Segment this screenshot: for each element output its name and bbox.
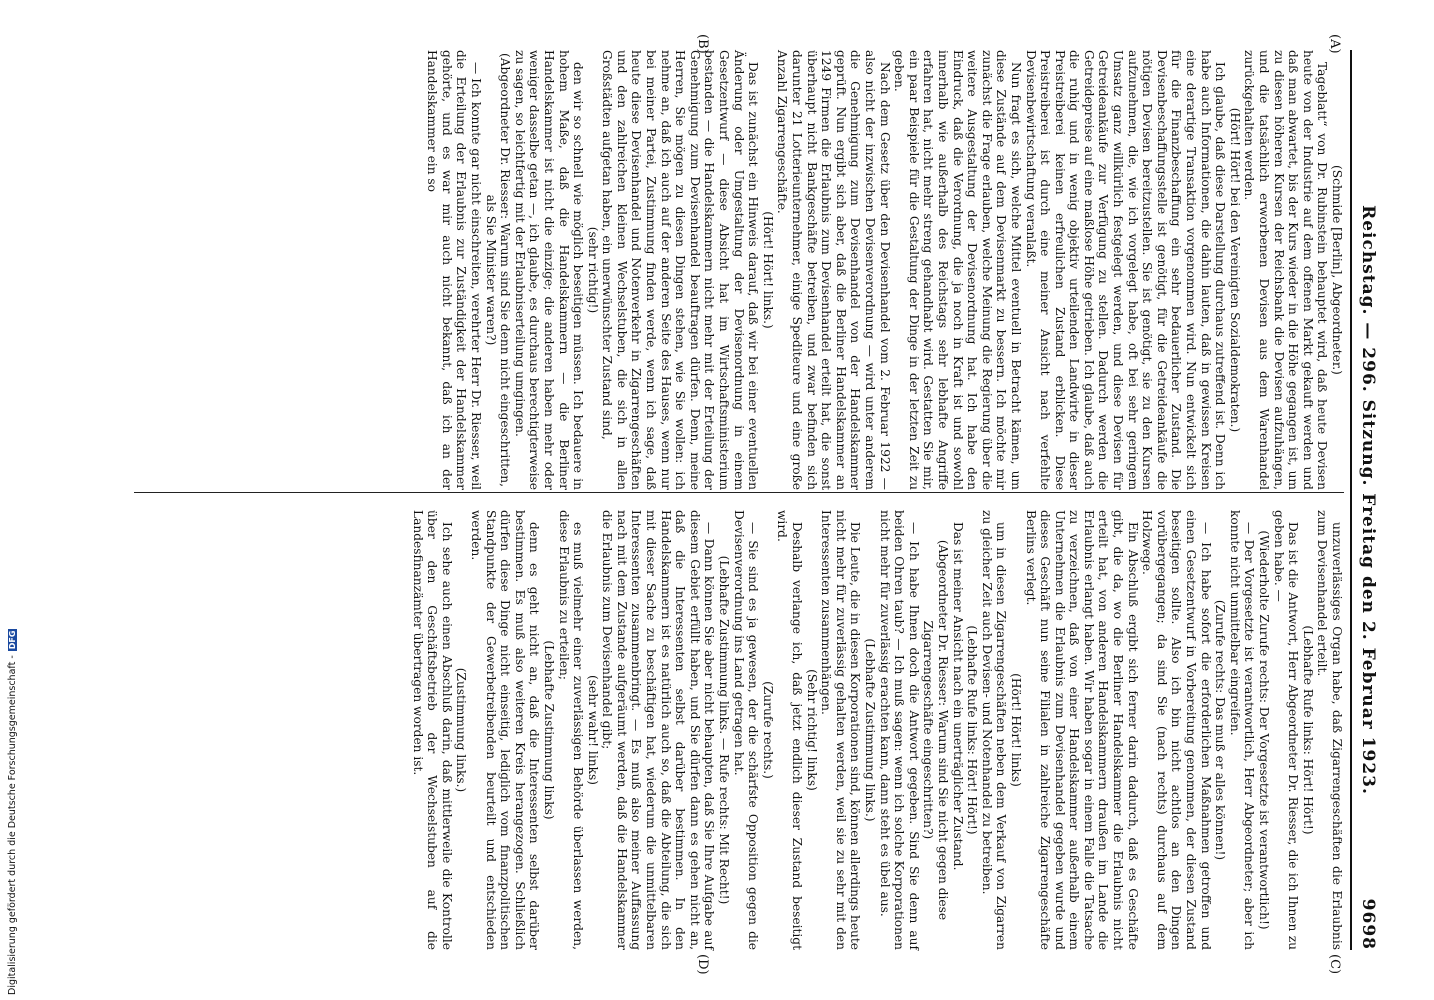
interjection: (Lebhafte Rufe links: Hört! Hört!) <box>1300 625 1315 835</box>
paragraph: um in diesen Zigarrengeschäften neben dem Verkauf von Zigarren zu gleicher Zeit auch Devisen- und Notenhandel zu betreiben. <box>979 510 1009 950</box>
rotated-document <box>90 30 1390 975</box>
paragraph: Tageblatt“ von Dr. Rubinstein behauptet wird, daß heute Devisen heute von der Industrie auf dem offenen Markt gekauft werden und daß man abwartet, bis der Kurs wieder in die Höhe gegangen ist, um zu diesen höheren Kursen der Reichsbank die Devisen aufzuhängen, und die tatsächlich erworbenen Devisen aus dem Warenhandel zurückgehalten werden. <box>1242 50 1330 490</box>
interjection: (Lebhafte Rufe links: Hört! Hört!) <box>965 625 980 835</box>
header-title: Reichstag. — 296. Sitzung. Freitag den 2. Februar 1923. <box>1358 205 1378 795</box>
margin-marker-a: (A) <box>1327 34 1342 54</box>
interjection: (Lebhafte Zustimmung links.) <box>863 638 877 822</box>
paragraph: Nach dem Gesetz über den Devisenhandel vom 2. Februar 1922 — also nicht der inzwischen Devisenverordnung — wird unter anderem die Genehmigung zum Devisenhandel von der Handelskammer geprüft. Nun ergibt sich aber, daß die Berliner Handelskammer an 1249 Firmen die Erlaubnis zum Devisenhandel erteilt hat, die sonst überhaupt nicht Bankgeschäfte betreiben, und zwar befinden sich darunter 21 Lotterieunternehmer, einige Spediteure und eine große Anzahl Zigarrengeschäfte. <box>775 50 892 490</box>
paragraph: — Ich habe sofort die erforderlichen Maßnahmen getroffen und einen Gesetzentwurf in Vorbereitung genommen, der diesen Zustand beseitigen sollte. Also ich bin nicht achtlos an den Dingen vorübergegangen; da sind Sie (nach rechts) durchaus auf dem Holzwege. <box>1140 510 1213 950</box>
interjection: (Hört! Hört! links) <box>1008 673 1023 787</box>
interjection: (Sehr richtig! links) <box>804 669 819 791</box>
interjection: (Hört! Hört! links.) <box>760 211 775 329</box>
paragraph: unzuverlässiges Organ habe, daß Zigarrengeschäften die Erlaubnis zum Devisenhandel erteilt. <box>1315 510 1344 950</box>
interjection: (Abgeordneter Dr. Riesser: Warum sind Sie nicht gegen diese Zigarrengeschäfte eingeschritten?) <box>921 539 950 921</box>
interjection: (Zustimmung links.) <box>454 667 469 793</box>
dfg-logo: DFG <box>8 630 17 650</box>
paragraph: — Der Vorgesetzte ist verantwortlich, Herr Abgeordneter; aber ich konnte nicht unmittelbar eingreifen. <box>1227 510 1257 950</box>
paragraph: es muß vielmehr einer zuverlässigen Behörde überlassen werden, diese Erlaubnis zu erteilen; <box>556 510 586 950</box>
margin-marker-c: (C) <box>1327 954 1342 975</box>
page-number: 9698 <box>1358 898 1378 950</box>
right-column <box>410 510 1344 950</box>
paragraph: — Sie sind es ja gewesen, der die schärfste Opposition gegen die Devisenverordnung ins Land getragen hat. <box>731 510 761 950</box>
margin-marker-d: (D) <box>695 954 710 975</box>
footer-strip <box>4 600 20 995</box>
interjection: (Zurufe rechts.) <box>760 681 775 779</box>
paragraph: — Ich konnte gar nicht einschreiten, verehrter Herr Dr. Riesser, weil die Erteilung der Erlaubnis zur Zuständigkeit der Handelskammer gehörte, und es war mir auch nicht bekannt, daß ich an der Handelskammer ein so <box>425 50 483 490</box>
header-rule <box>1350 50 1352 950</box>
interjection: (Zurufe rechts: Das muß er alles können!) <box>1213 599 1228 861</box>
column-divider <box>134 492 1344 493</box>
paragraph: Das ist zunächst ein Hinweis darauf, daß wir bei einer eventuellen Änderung oder Umgestaltung der Devisenordnung in einem Gesetzentwurf — diese Absicht hat im Wirtschaftsministerium bestanden — die Handelskammern nicht mehr mit der Erteilung der Genehmigung zum Devisenhandel beauftragen dürfen. Denn, meine Herren, Sie mögen zu diesen Dingen stehen, wie Sie wollen: ich nehme an, daß ich auch auf der anderen Seite des Hauses, wenn nur bei meiner Partei, Zustimmung finden werde, wenn ich sage, daß heute diese Devisenhandel und Notenverkehr in Zigarrengeschäften und den zahlreichen kleinen Wechselstuben, die sich in allen Großstädten aufgetan haben, ein unerwünschter Zustand sind, <box>600 50 761 490</box>
interjection: (Hört! Hört! bei den Vereinigten Sozialdemokraten.) <box>1227 107 1242 433</box>
paragraph: Ich sehe auch einen Abschluß darin, daß mittlerweile die Kontrolle über den Geschäftsbetrieb der Wechselstuben auf die Landesfinanzämter übertragen worden ist. <box>410 510 454 950</box>
interjection: (Wiederholte Zurufe rechts: Der Vorgesetzte ist verantwortlich!) <box>1257 530 1272 930</box>
paragraph: — Ich habe Ihnen doch die Antwort gegeben. Sind Sie denn auf beiden Ohren taub? — Ich muß sagen: wenn ich solche Korporationen nicht mehr für zuverlässig erachten kann, dann steht es übel aus. <box>877 510 921 950</box>
interjection: (Abgeordneter Dr. Riesser: Warum sind Sie denn nicht eingeschritten, als Sie Minister waren?) <box>483 52 513 488</box>
funding-notice <box>7 600 18 995</box>
paragraph: Nun fragt es sich, welche Mittel eventuell in Betracht kämen, um diese Zustände auf dem Devisenmarkt zu bessern. Ich möchte mir zunächst die Frage erlauben, welche Meinung die Regierung über die weitere Ausgestaltung der Devisenordnung hat. Ich habe den Eindruck, daß die Verordnung, die ja noch in Kraft ist und sowohl innerhalb wie außerhalb des Reichstags sehr lebhafte Angriffe erfahren hat, nicht mehr streng gehandhabt wird. Gestatten Sie mir, ein paar Beispiele für die Gestaltung der Dinge in der letzten Zeit zu geben. <box>892 50 1023 490</box>
paragraph: Ein Abschluß ergibt sich ferner darin dadurch, daß es Geschäfte gibt, die da, wo die Berliner Handelskammer die Erlaubnis nicht erteilt hat, von anderen Handelskammern draußen im Lande die Erlaubnis erlangt haben. Wir haben sogar in einem Falle die Tatsache zu verzeichnen, daß von einer Handelskammer außerhalb einem Unternehmen die Erlaubnis zum Devisenhandel gegeben wurde und dieses Geschäft nun seine Filialen in zahlreiche Zigarrengeschäfte Berlins verlegt. <box>1023 510 1140 950</box>
paragraph: Die Leute, die in diesen Korporationen sind, können allerdings heute nicht mehr für zuverlässig gehalten werden, weil sie zu sehr mit den Interessenten zusammenhängen. <box>819 510 863 950</box>
interjection: (sehr richtig!) <box>585 226 600 314</box>
interjection: (Lebhafte Zustimmung links. — Rufe rechts: Mit Recht!) <box>717 555 732 905</box>
interjection: (sehr wahr! links) <box>585 675 600 785</box>
paragraph: Ich glaube, daß diese Darstellung durchaus zutreffend ist. Denn ich habe auch Informationen, die dahin lauten, daß in gewissen Kreisen eine derartige Transaktion vorgenommen wird. Nun entwickelt sich für die Finanzbeschaffung ein sehr bedauerlicher Zustand. Die Devisenbeschaffungsstelle ist genötigt, für die Getreideankäufe die nötigen Devisen bereitzustellen. Sie ist genötigt, sie zu den Kursen aufzunehmen, die, wie ich vorgelegt habe, oft bei sehr geringem Umsatz ganz willkürlich festgelegt werden, und diese Devisen für Getreideankäufe zur Verfügung zu stellen. Dadurch werden die Getreidepreise auf eine maßlose Höhe getrieben. Ich glaube, daß auch die ruhig und in wenig objektiv urteilenden Landwirte in dieser Preistreiberei keinen erfreulichen Zustand erblicken. Diese Preistreiberei ist durch eine meiner Ansicht nach verfehlte Devisenbewirtschaftung veranlaßt. <box>1023 50 1228 490</box>
paragraph: Deshalb verlange ich, daß jetzt endlich dieser Zustand beseitigt wird. <box>775 510 805 950</box>
paragraph: (Schmide [Berlin], Abgeordneter.) <box>1330 165 1344 375</box>
paragraph: den wir so schnell wie möglich beseitigen müssen. Ich bedauere in hohem Maße, daß die Handelskammern — die Berliner Handelskammer ist nicht die einzige; die anderen haben mehr oder weniger dasselbe getan —, ich glaube, es durchaus berechtigterweise zu sagen, so leichtfertig mit der Erlaubniserteilung umgingen. <box>512 50 586 490</box>
paragraph: — Dann können Sie aber nicht behaupten, daß Sie Ihre Aufgabe auf diesem Gebiet erfüllt haben, und Sie dürfen dann es gehen nicht an, daß die Interessenten selbst darüber bestimmen. In den Handelskammern ist es natürlich auch so, daß die Abteilung, die sich mit dieser Sache zu beschäftigen hat, wiederum die unmittelbaren Interessenten zusammenbringt. — Es muß also meiner Auffassung nach mit dem Zustande aufgeräumt werden, daß die Handelskammer die Erlaubnis zum Devisenhandel gibt; <box>600 510 717 950</box>
left-column <box>425 50 1344 490</box>
paragraph: Das ist die Antwort, Herr Abgeordneter Dr. Riesser, die ich Ihnen zu geben habe. — <box>1271 510 1301 950</box>
paragraph: denn es geht nicht an, daß die Interessenten selbst darüber bestimmen. Es muß also weiteren Kreis herangezogen. Schließlich dürfen diese Dinge nicht einseitig, lediglich vom finanzpolitischen Standpunkte der Gewerbetreibenden beurteilt und entschieden werden. <box>468 510 542 950</box>
paragraph: Das ist meiner Ansicht nach ein unerträglicher Zustand. <box>950 522 965 871</box>
margin-marker-b: (B) <box>695 34 710 54</box>
page-header <box>1356 50 1378 950</box>
interjection: (Lebhafte Zustimmung links) <box>541 640 556 820</box>
funding-text: Digitalisierung gefördert durch die Deutsche Forschungsgemeinschaft - <box>7 655 18 995</box>
